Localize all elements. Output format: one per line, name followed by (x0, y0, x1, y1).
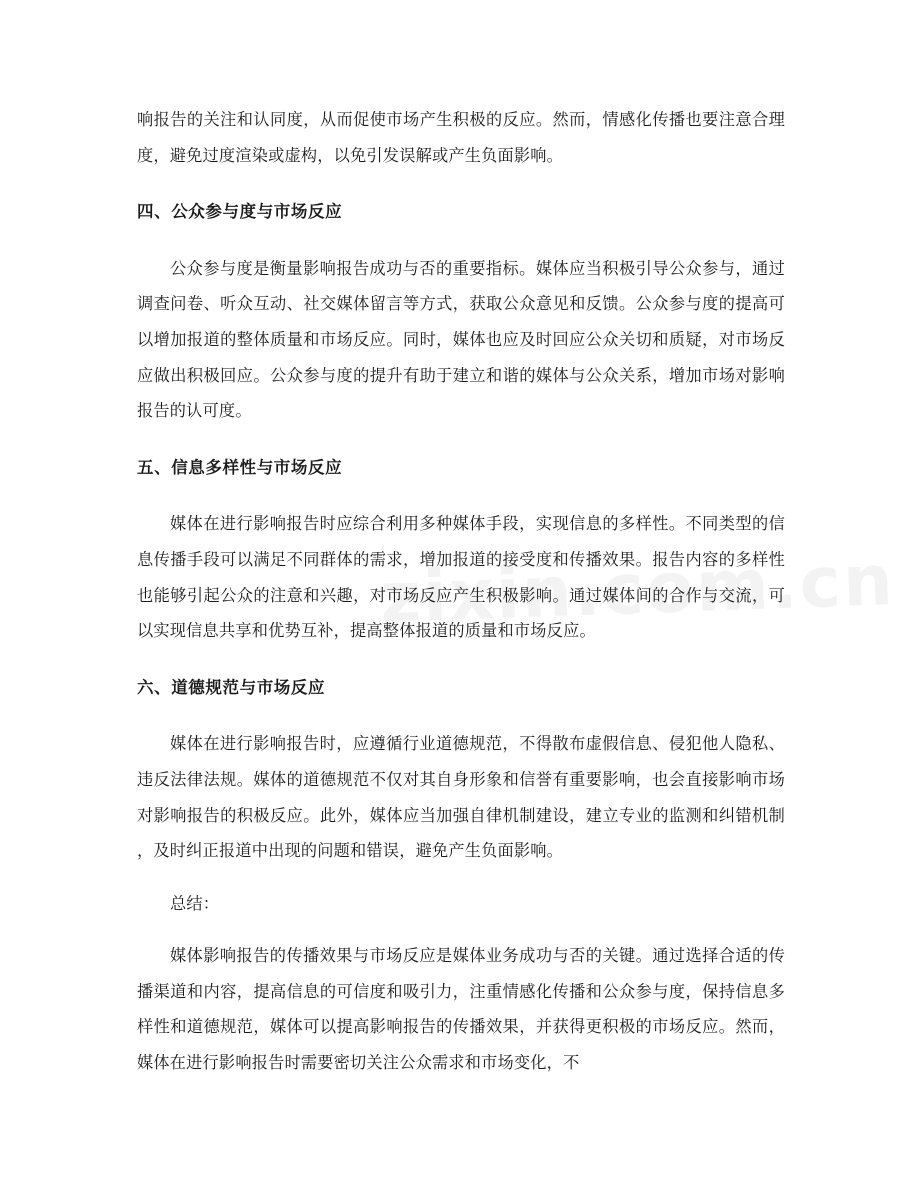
document-body (137, 102, 785, 1081)
section-heading-4: 四、公众参与度与市场反应 (137, 202, 343, 222)
paragraph-ethics: 媒体在进行影响报告时，应遵循行业道德规范，不得散布虚假信息、侵犯他人隐私、违反法律法规。媒体的道德规范不仅对其自身形象和信誉有重要影响，也会直接影响市场对影响报告的积极反应。此外，媒体应当加强自律机制建设，建立专业的监测和纠错机制，及时纠正报道中出现的问题和错误，避免产生负面影响。 (137, 734, 785, 861)
paragraph-summary: 媒体影响报告的传播效果与市场反应是媒体业务成功与否的关键。通过选择合适的传播渠道和内容，提高信息的可信度和吸引力，注重情感化传播和公众参与度，保持信息多样性和道德规范，媒体可以提高影响报告的传播效果，并获得更积极的市场反应。然而，媒体在进行影响报告时需要密切关注公众需求和市场变化，不 (137, 946, 785, 1073)
paragraph-continuation: 响报告的关注和认同度，从而促使市场产生积极的反应。然而，情感化传播也要注意合理度，避免过度渲染或虚构，以免引发误解或产生负面影响。 (137, 110, 785, 165)
section-heading-5: 五、信息多样性与市场反应 (137, 457, 343, 477)
summary-label: 总结： (170, 893, 220, 913)
paragraph-information-diversity: 媒体在进行影响报告时应综合利用多种媒体手段，实现信息的多样性。不同类型的信息传播手段可以满足不同群体的需求，增加报道的接受度和传播效果。报告内容的多样性也能够引起公众的注意和兴趣，对市场反应产生积极影响。通过媒体间的合作与交流，可以实现信息共享和优势互补，提高整体报道的质量和市场反应。 (137, 514, 785, 641)
paragraph-public-participation: 公众参与度是衡量影响报告成功与否的重要指标。媒体应当积极引导公众参与，通过调查问卷、听众互动、社交媒体留言等方式，获取公众意见和反馈。公众参与度的提高可以增加报道的整体质量和市场反应。同时，媒体也应及时回应公众关切和质疑，对市场反应做出积极回应。公众参与度的提升有助于建立和谐的媒体与公众关系，增加市场对影响报告的认可度。 (137, 258, 785, 421)
section-heading-6: 六、道德规范与市场反应 (137, 677, 326, 697)
